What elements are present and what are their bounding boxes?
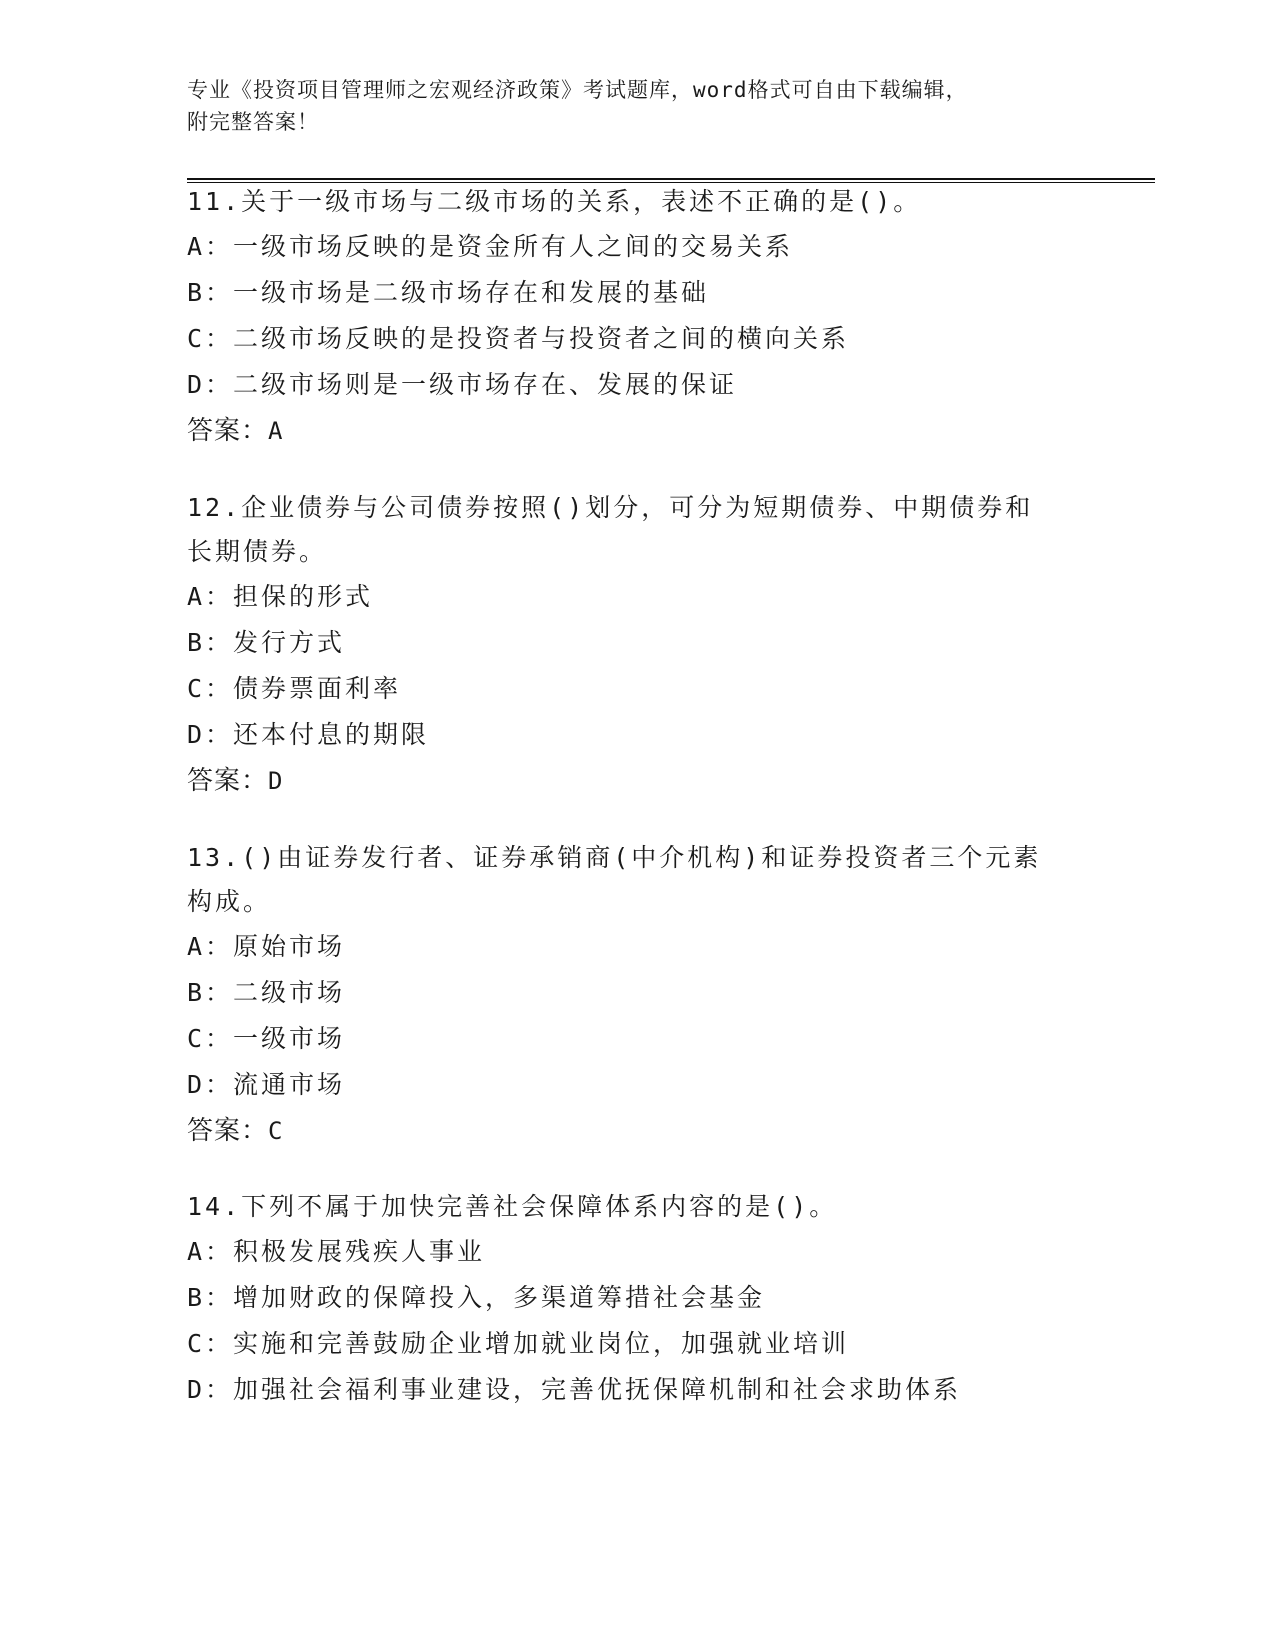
option-c: C：实施和完善鼓励企业增加就业岗位，加强就业培训: [187, 1329, 850, 1358]
answer-value: A: [268, 417, 284, 445]
document-header: [187, 74, 1087, 138]
option-b: B：发行方式: [187, 628, 346, 657]
option-c: C：债券票面利率: [187, 674, 402, 703]
option-c: C：一级市场: [187, 1024, 346, 1053]
question-stem: 11.关于一级市场与二级市场的关系，表述不正确的是()。: [187, 187, 922, 216]
answer-label: 答案：: [187, 416, 269, 446]
option-a: A：原始市场: [187, 932, 346, 961]
question-stem: 14.下列不属于加快完善社会保障体系内容的是()。: [187, 1192, 838, 1221]
question-12: [187, 486, 1087, 804]
question-11: [187, 180, 1087, 454]
answer-value: D: [268, 767, 284, 795]
header-line-2: 附完整答案！: [187, 110, 319, 134]
option-b: B：一级市场是二级市场存在和发展的基础: [187, 278, 710, 307]
option-b: B：二级市场: [187, 978, 346, 1007]
option-c: C：二级市场反映的是投资者与投资者之间的横向关系: [187, 324, 850, 353]
question-stem: 12.企业债券与公司债券按照()划分，可分为短期债券、中期债券和长期债券。: [187, 493, 1034, 566]
answer-label: 答案：: [187, 766, 269, 796]
option-b: B：增加财政的保障投入，多渠道筹措社会基金: [187, 1283, 766, 1312]
option-a: A：一级市场反映的是资金所有人之间的交易关系: [187, 232, 794, 261]
question-13: [187, 836, 1087, 1154]
option-d: D：加强社会福利事业建设，完善优抚保障机制和社会求助体系: [187, 1375, 962, 1404]
answer-value: C: [268, 1117, 284, 1145]
answer-label: 答案：: [187, 1116, 269, 1146]
question-14: [187, 1185, 1087, 1413]
option-d: D：流通市场: [187, 1070, 346, 1099]
answer-line: [187, 758, 1087, 804]
option-d: D：还本付息的期限: [187, 720, 430, 749]
option-d: D：二级市场则是一级市场存在、发展的保证: [187, 370, 738, 399]
option-a: A：积极发展残疾人事业: [187, 1237, 486, 1266]
question-stem: 13.()由证券发行者、证券承销商(中介机构)和证券投资者三个元素构成。: [187, 843, 1042, 916]
header-line-1: 专业《投资项目管理师之宏观经济政策》考试题库，word格式可自由下载编辑，: [187, 78, 968, 102]
answer-line: [187, 1108, 1087, 1154]
option-a: A：担保的形式: [187, 582, 374, 611]
answer-line: [187, 408, 1087, 454]
